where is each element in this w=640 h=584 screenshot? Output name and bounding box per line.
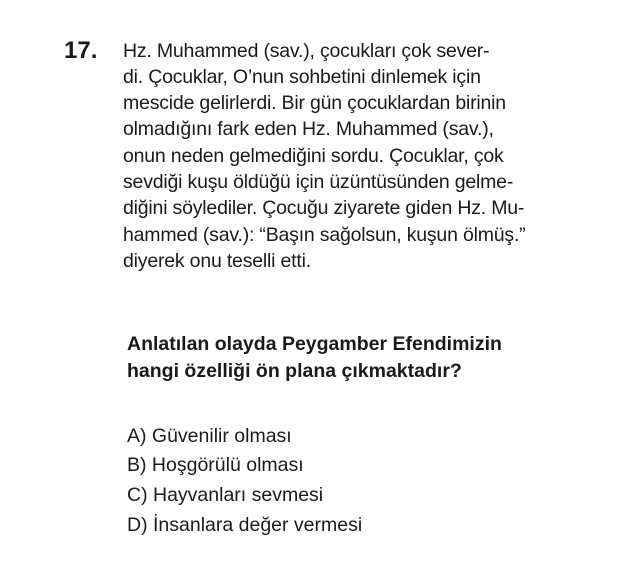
option-a[interactable]: A) Güvenilir olması xyxy=(127,425,292,447)
passage-line: hammed (sav.): “Başın sağolsun, kuşun ölmüş.” xyxy=(123,224,526,246)
question-number: 17. xyxy=(64,37,98,64)
passage-line: onun neden gelmediğini sordu. Çocuklar, çok xyxy=(123,145,504,167)
passage-line: diğini söylediler. Çocuğu ziyarete giden Hz. Mu- xyxy=(123,197,525,219)
passage-line: olmadığını fark eden Hz. Muhammed (sav.), xyxy=(123,118,494,140)
option-d[interactable]: D) İnsanlara değer vermesi xyxy=(127,514,363,536)
passage-line: mescide gelirlerdi. Bir gün çocuklardan birinin xyxy=(123,92,506,114)
passage-line: di. Çocuklar, O’nun sohbetini dinlemek için xyxy=(123,66,481,88)
option-c[interactable]: C) Hayvanları sevmesi xyxy=(127,484,324,506)
prompt-line: Anlatılan olayda Peygamber Efendimizin xyxy=(127,333,502,355)
passage-line: sevdiği kuşu öldüğü için üzüntüsünden gelme- xyxy=(123,171,514,193)
option-b[interactable]: B) Hoşgörülü olması xyxy=(127,454,304,476)
passage-line: Hz. Muhammed (sav.), çocukları çok sever- xyxy=(123,40,490,62)
passage-line: diyerek onu teselli etti. xyxy=(123,250,311,272)
prompt-line: hangi özelliği ön plana çıkmaktadır? xyxy=(127,360,462,382)
